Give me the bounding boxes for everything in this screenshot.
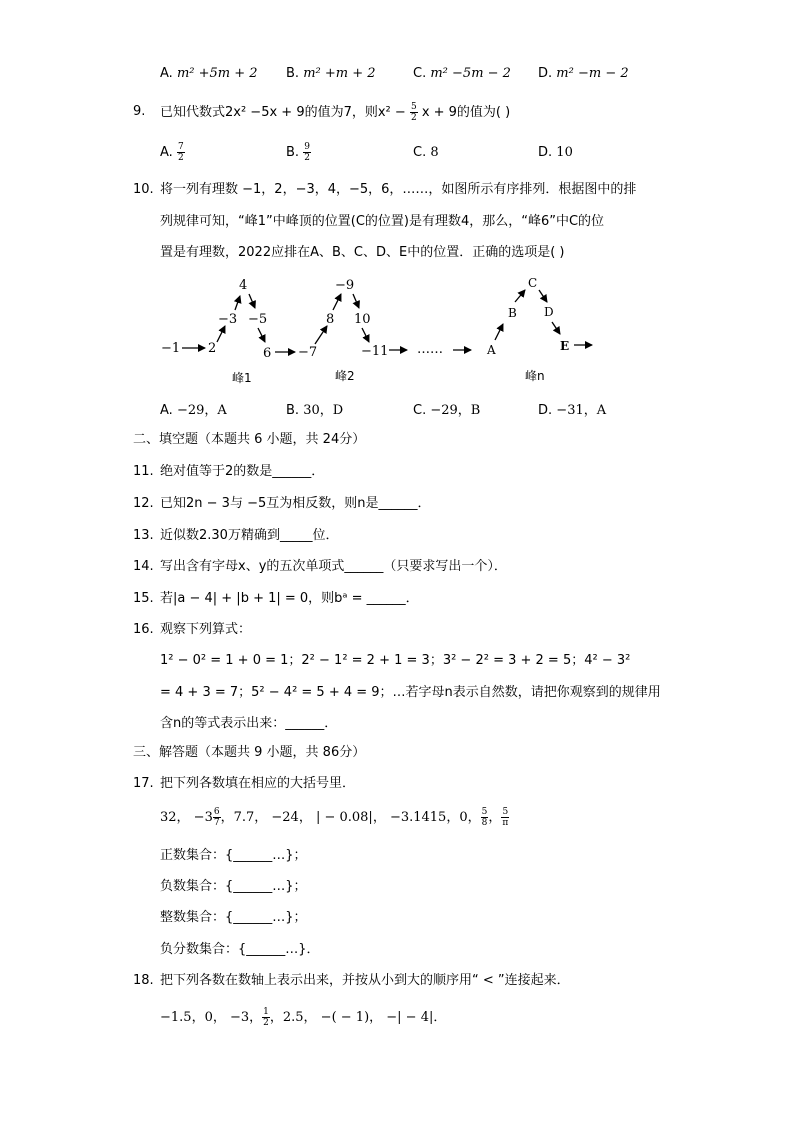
q15-number: 15. xyxy=(133,591,154,606)
q14-text: 写出含有字母x、y的五次单项式______（只要求写出一个）． xyxy=(160,559,507,574)
q9-stem xyxy=(160,101,510,123)
q17-f1-den: 8 xyxy=(481,818,488,828)
q9-option-b-den: 2 xyxy=(304,153,310,163)
peakn-letter-b: B xyxy=(508,306,517,320)
q11-text: 绝对值等于2的数是______． xyxy=(160,464,325,479)
q9-option-a-den: 2 xyxy=(177,153,184,163)
q9-frac-num: 5 xyxy=(410,102,417,112)
q8-option-b-text: m² +m + 2 xyxy=(303,66,376,81)
q10-peak-diagram xyxy=(155,272,625,392)
q10-option-b xyxy=(286,399,343,418)
q16-line-3: = 4 + 3 = 7；5² − 4² = 5 + 4 = 9；…若字母n表示自然数，请把你观察到的规律用 xyxy=(160,685,661,700)
q8-option-d xyxy=(538,66,629,81)
peak1-value-6: 6 xyxy=(263,346,272,361)
q9-option-a-fraction xyxy=(177,142,185,163)
q10-option-b-text: 30，D xyxy=(303,403,344,418)
q10-option-c-text: −29，B xyxy=(430,403,481,418)
q9-option-b-letter: B. xyxy=(286,145,300,160)
q10-option-d-letter: D. xyxy=(538,403,553,418)
section-3-heading: 三、解答题（本题共 9 小题，共 86分） xyxy=(133,745,366,760)
q10-number: 10. xyxy=(133,182,154,197)
q8-option-c-letter: C. xyxy=(413,66,427,81)
q17-mixed-fraction xyxy=(213,807,221,828)
q9-option-a-num: 7 xyxy=(177,142,184,152)
q8-option-b xyxy=(286,66,376,81)
arrow-b-to-c xyxy=(515,290,525,302)
q18-half-fraction xyxy=(262,1007,270,1028)
q9-option-c-letter: C. xyxy=(413,145,427,160)
q9-option-c xyxy=(413,145,439,160)
arrow-neg5-to-6 xyxy=(258,328,265,342)
q8-option-d-letter: D. xyxy=(538,66,553,81)
q9-stem-a: 已知代数式2x² −5x + 9的值为7，则x² − xyxy=(160,105,406,120)
q9-stem-b: x + 9的值为( ) xyxy=(421,105,511,120)
q10-option-a-letter: A. xyxy=(160,403,173,418)
q8-option-a xyxy=(160,66,258,81)
q10-line-3: 置是有理数，2022应排在A、B、C、D、E中的位置．正确的选项是( ) xyxy=(160,245,565,260)
arrow-neg3-to-4 xyxy=(235,296,240,310)
peak2-value-neg7: −7 xyxy=(298,345,318,360)
q9-option-b xyxy=(286,142,311,163)
q17-set-negative: 负数集合：{______…}； xyxy=(160,879,307,894)
q9-option-b-num: 9 xyxy=(304,142,310,152)
label-peak-n: 峰n xyxy=(525,369,545,383)
q17-f2-den: π xyxy=(502,818,509,828)
q17-mixed-num: 6 xyxy=(213,807,220,817)
q10-option-c xyxy=(413,399,480,418)
arrow-8-to-neg9 xyxy=(333,294,341,310)
q16-line-4: 含n的等式表示出来：______． xyxy=(160,716,338,731)
q17-comma: ， xyxy=(488,810,502,825)
q12-text: 已知2n − 3与 −5互为相反数，则n是______． xyxy=(160,496,431,511)
q18-half-den: 2 xyxy=(263,1018,269,1028)
arrow-10-to-neg11 xyxy=(362,328,369,342)
q17-mixed-den: 7 xyxy=(213,818,220,828)
peak1-value-neg5: −5 xyxy=(248,312,268,327)
q15-text: 若|a − 4| + |b + 1| = 0，则bᵃ = ______． xyxy=(160,591,419,606)
peakn-letter-d: D xyxy=(544,305,554,319)
peak2-value-10: 10 xyxy=(354,312,371,327)
q9-option-a-letter: A. xyxy=(160,145,173,160)
q9-option-a xyxy=(160,142,185,163)
arrow-2-to-neg3 xyxy=(217,326,225,342)
q17-fraction-2 xyxy=(501,807,509,828)
q10-option-b-letter: B. xyxy=(286,403,300,418)
q8-option-c-text: m² −5m − 2 xyxy=(430,66,511,81)
q18-number-list xyxy=(160,1006,446,1028)
q8-option-b-letter: B. xyxy=(286,66,300,81)
label-peak-1: 峰1 xyxy=(232,371,252,385)
q9-frac-den: 2 xyxy=(410,113,417,123)
q10-option-a-text: −29，A xyxy=(176,403,227,418)
q17-set-integer: 整数集合：{______…}； xyxy=(160,910,307,925)
q13-number: 13. xyxy=(133,528,154,543)
q17-nums-b: ，7.7， −24， | − 0.08|， −3.1415，0， xyxy=(220,810,481,825)
q8-option-a-text: m² +5m + 2 xyxy=(176,66,258,81)
q8-option-c xyxy=(413,66,511,81)
arrow-neg7-to-8 xyxy=(315,326,327,344)
label-peak-2: 峰2 xyxy=(335,369,355,383)
q8-option-d-text: m² −m − 2 xyxy=(556,66,629,81)
arrow-4-to-neg5 xyxy=(249,294,255,308)
peak1-value-neg3: −3 xyxy=(218,312,238,327)
diagram-start-value: −1 xyxy=(161,341,181,356)
peak1-value-2: 2 xyxy=(208,341,217,356)
q8-option-a-letter: A. xyxy=(160,66,173,81)
q18-half-num: 1 xyxy=(263,1007,269,1017)
q10-option-d-text: −31，A xyxy=(556,403,607,418)
peak1-value-4: 4 xyxy=(239,278,248,293)
peak2-value-neg11: −11 xyxy=(361,344,389,359)
q18-line-1: 把下列各数在数轴上表示出来，并按从小到大的顺序用“ < ”连接起来． xyxy=(160,973,570,988)
q17-set-negative-fraction: 负分数集合：{______…}． xyxy=(160,942,320,957)
q17-line-1: 把下列各数填在相应的大括号里． xyxy=(160,776,356,791)
q10-line-1: 将一列有理数 −1，2，−3，4，−5，6，……，如图所示有序排列．根据图中的排 xyxy=(160,182,637,197)
arrow-c-to-d xyxy=(539,290,547,302)
q10-line-2: 列规律可知，“峰1”中峰顶的位置(C的位置)是有理数4，那么，“峰6”中C的位 xyxy=(160,214,605,229)
peakn-letter-e: E xyxy=(560,339,570,353)
arrow-a-to-b xyxy=(495,324,503,340)
peakn-letter-a: A xyxy=(487,343,496,357)
q12-number: 12. xyxy=(133,496,154,511)
q9-option-b-fraction xyxy=(303,142,311,163)
q10-option-c-letter: C. xyxy=(413,403,427,418)
q17-nums-a: 32， −3 xyxy=(160,810,213,825)
arrow-neg9-to-10 xyxy=(353,294,359,308)
peak2-value-neg9: −9 xyxy=(335,278,355,293)
q17-number: 17. xyxy=(133,776,154,791)
q18-nums-b: ，2.5， −( − 1)， −| − 4|． xyxy=(269,1010,447,1025)
q9-option-c-text: 8 xyxy=(430,145,439,160)
q13-text: 近似数2.30万精确到_____位． xyxy=(160,528,339,543)
q14-number: 14. xyxy=(133,559,154,574)
q10-option-a xyxy=(160,399,227,418)
q11-number: 11. xyxy=(133,464,154,479)
q9-number: 9. xyxy=(133,104,146,119)
arrow-d-to-e xyxy=(552,322,560,334)
q9-option-d xyxy=(538,145,573,160)
q9-option-d-letter: D. xyxy=(538,145,553,160)
q17-f2-num: 5 xyxy=(502,807,509,817)
section-2-heading: 二、填空题（本题共 6 小题，共 24分） xyxy=(133,432,366,447)
q18-nums-a: −1.5，0， −3， xyxy=(160,1010,263,1025)
diagram-ellipsis: …… xyxy=(417,342,443,357)
q17-set-positive: 正数集合：{______…}； xyxy=(160,848,307,863)
q9-option-d-text: 10 xyxy=(556,145,573,160)
peakn-letter-c: C xyxy=(528,276,538,290)
q17-f1-num: 5 xyxy=(481,807,488,817)
peak2-value-8: 8 xyxy=(326,312,335,327)
q16-line-2: 1² − 0² = 1 + 0 = 1；2² − 1² = 2 + 1 = 3；3² − 2² = 3 + 2 = 5；4² − 3² xyxy=(160,653,631,668)
q10-option-d xyxy=(538,399,606,418)
q16-number: 16. xyxy=(133,622,154,637)
q16-line-1: 观察下列算式： xyxy=(160,622,252,637)
q18-number: 18. xyxy=(133,973,154,988)
q17-number-list xyxy=(160,806,509,828)
q9-fraction xyxy=(410,102,418,123)
